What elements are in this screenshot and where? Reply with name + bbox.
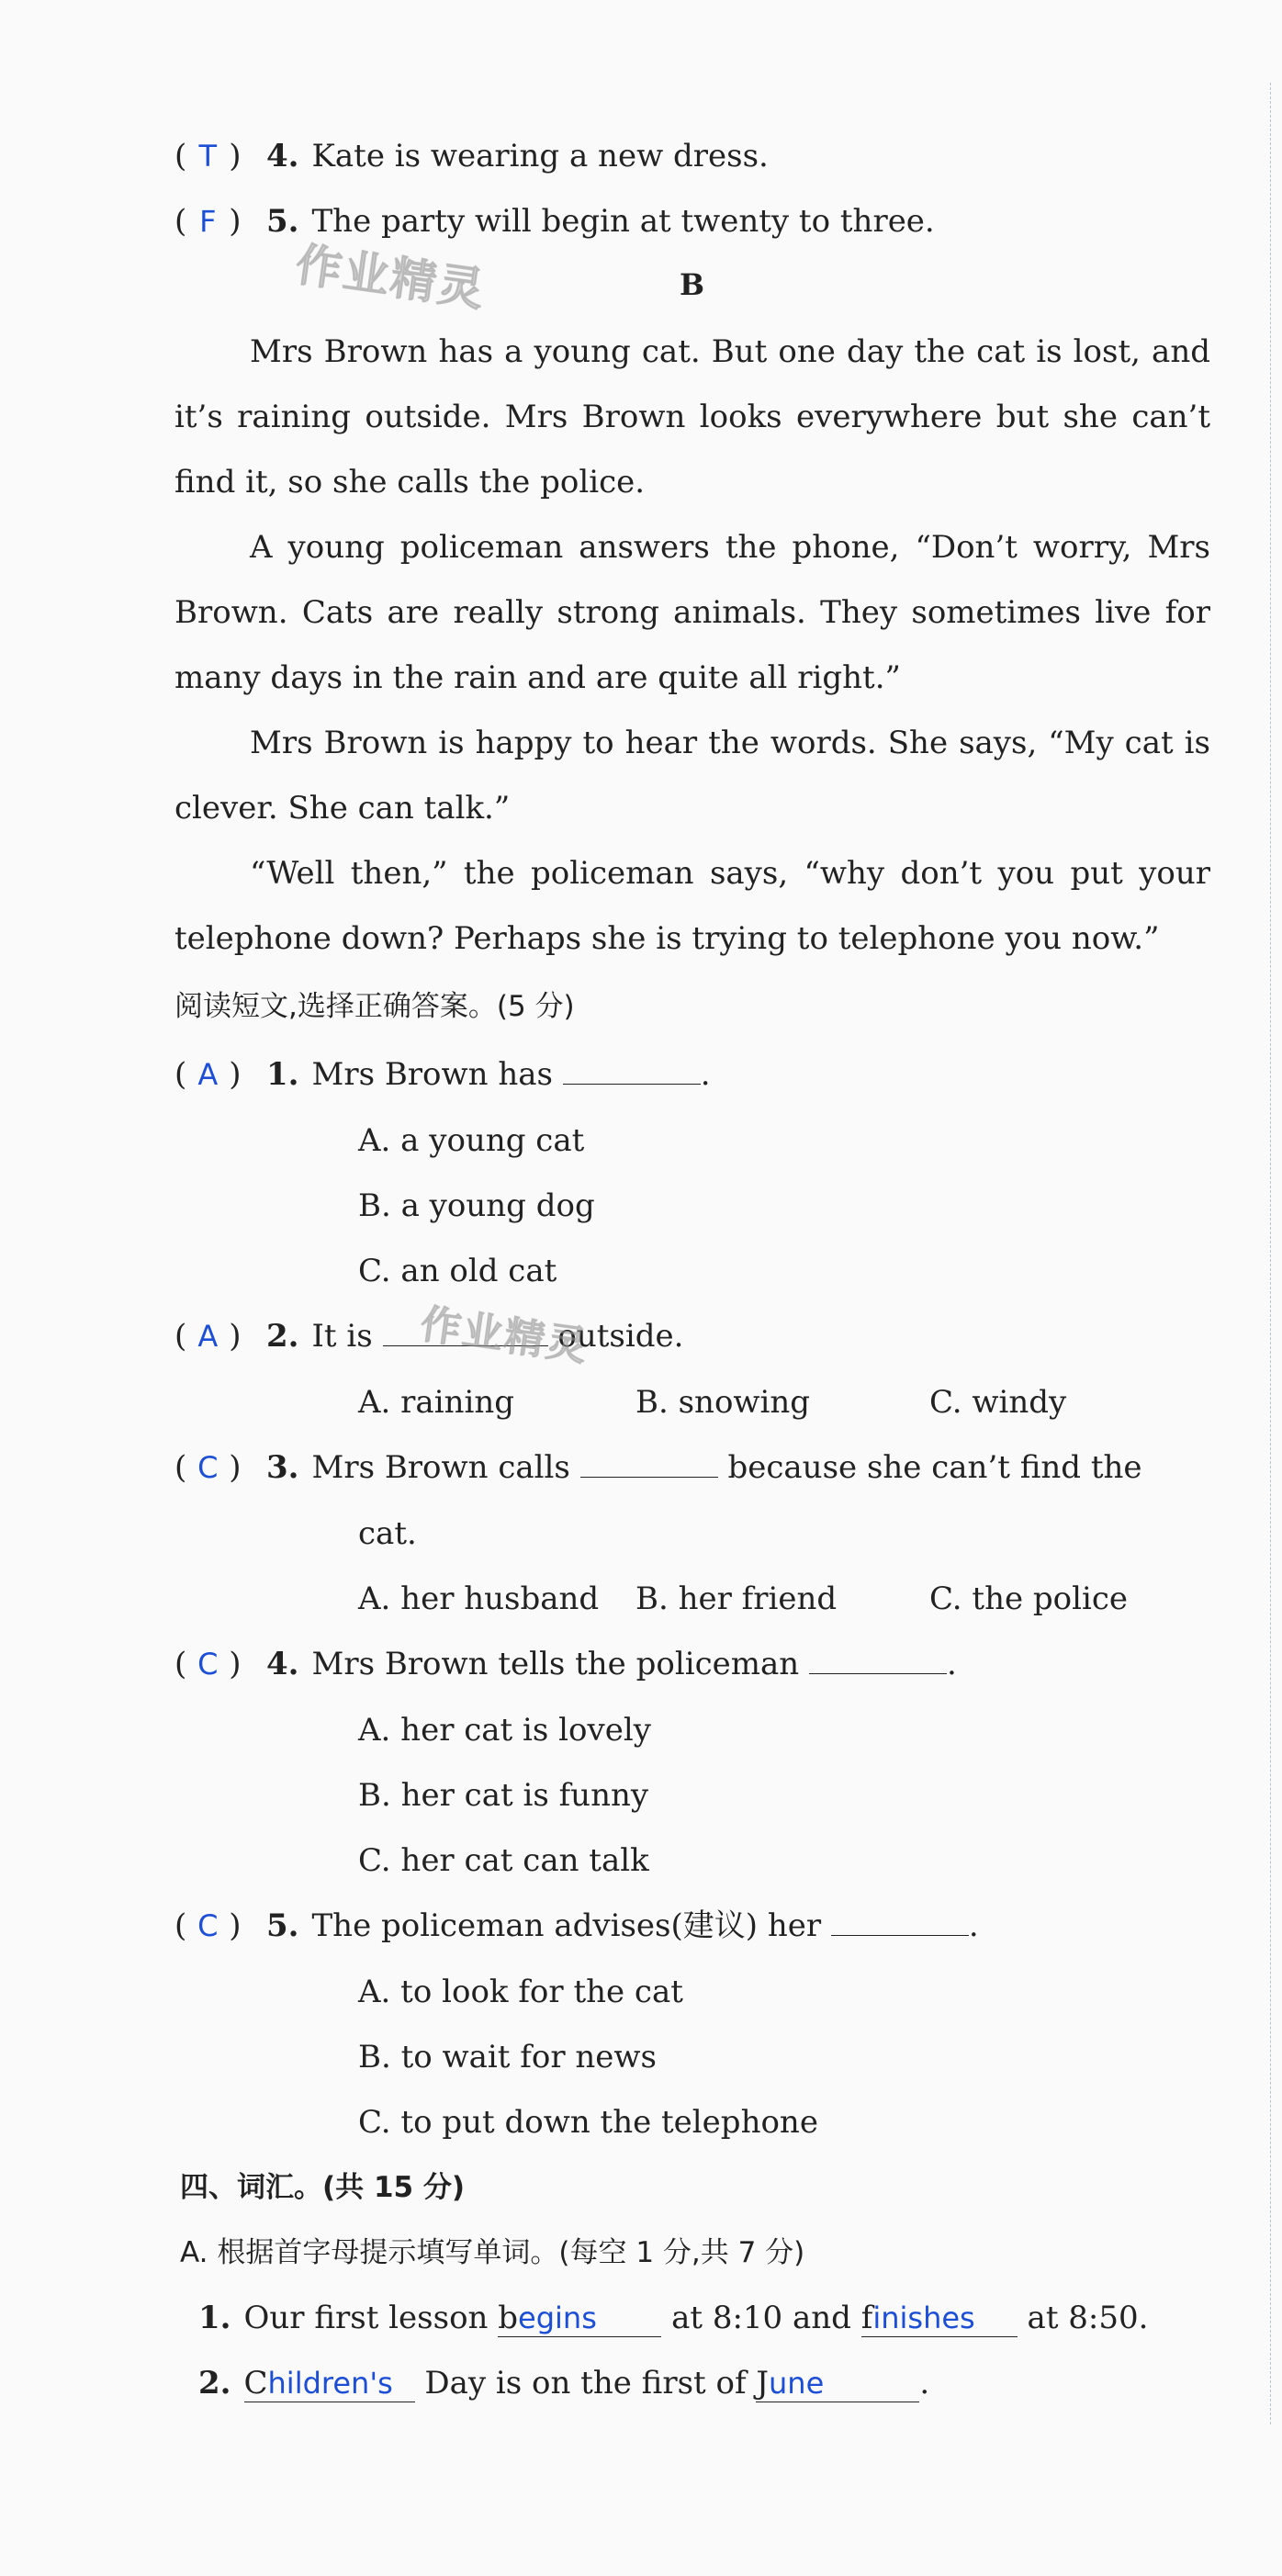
reading-question-3: ( C ) 3. Mrs Brown calls because she can’t find the bbox=[174, 1449, 1142, 1486]
fill-blank-finishes: finishes bbox=[861, 2300, 1018, 2337]
handwritten-answer: une bbox=[769, 2366, 825, 2401]
answer-mark: C bbox=[197, 1647, 219, 1682]
question-number: 5. bbox=[266, 203, 299, 240]
option-a: A. to look for the cat bbox=[358, 1974, 683, 2010]
reading-question-2: ( A ) 2. It is outside. bbox=[174, 1318, 684, 1355]
question-text: The party will begin at twenty to three. bbox=[311, 203, 935, 240]
handwritten-answer: hildren's bbox=[267, 2366, 393, 2401]
question-number: 4. bbox=[266, 138, 299, 174]
option-b: B. to wait for news bbox=[358, 2039, 657, 2075]
section-four-title: 四、词汇。(共 15 分) bbox=[180, 2171, 466, 2204]
answer-blank bbox=[580, 1449, 718, 1478]
answer-mark: T bbox=[198, 139, 218, 174]
answer-mark: A bbox=[197, 1319, 219, 1354]
true-false-question-4: ( T ) 4. Kate is wearing a new dress. bbox=[174, 138, 769, 174]
option-c: C. windy bbox=[929, 1384, 1067, 1421]
answer-blank bbox=[809, 1646, 947, 1674]
question-text: Kate is wearing a new dress. bbox=[311, 138, 769, 174]
passage-paragraph-2: A young policeman answers the phone, “Don’t worry, Mrs Brown. Cats are really strong animals. They sometimes live for many days in the rain and are quite all right.” bbox=[174, 529, 1210, 696]
question-number: 3. bbox=[266, 1449, 299, 1486]
true-false-question-5: ( F ) 5. The party will begin at twenty to three. bbox=[174, 203, 935, 240]
answer-blank bbox=[831, 1907, 969, 1936]
question-stem: Mrs Brown has bbox=[311, 1056, 553, 1093]
question-number: 1. bbox=[266, 1056, 299, 1093]
watermark-logo: 作业精灵 bbox=[417, 1300, 592, 1371]
option-b: B. her friend bbox=[635, 1580, 838, 1617]
reading-question-5: ( C ) 5. The policeman advises(建议) her . bbox=[174, 1907, 979, 1944]
option-b: B. her cat is funny bbox=[358, 1777, 649, 1814]
question-stem: The policeman advises(建议) her bbox=[311, 1907, 822, 1944]
passage-paragraph-4: “Well then,” the policeman says, “why don’t you put your telephone down? Perhaps she is trying to telephone you now.” bbox=[174, 855, 1210, 957]
option-b: B. snowing bbox=[635, 1384, 811, 1421]
passage-paragraph-1: Mrs Brown has a young cat. But one day the cat is lost, and it’s raining outside. Mrs Brown looks everywhere but she can’t find it, so she calls the police. bbox=[174, 333, 1210, 501]
answer-blank bbox=[563, 1056, 701, 1085]
option-c: C. an old cat bbox=[358, 1253, 557, 1289]
option-c: C. her cat can talk bbox=[358, 1842, 649, 1879]
question-number: 2. bbox=[198, 2365, 231, 2402]
reading-instruction: 阅读短文,选择正确答案。(5 分) bbox=[174, 990, 575, 1023]
fill-blank-june: June bbox=[756, 2365, 919, 2402]
question-stem: Mrs Brown tells the policeman bbox=[311, 1646, 800, 1682]
question-number: 4. bbox=[266, 1646, 299, 1682]
fill-blank-childrens: Children's bbox=[244, 2365, 415, 2402]
passage-paragraph-3: Mrs Brown is happy to hear the words. She says, “My cat is clever. She can talk.” bbox=[174, 725, 1210, 827]
reading-question-1: ( A ) 1. Mrs Brown has . bbox=[174, 1056, 711, 1093]
vocab-question-1: 1. Our first lesson begins at 8:10 and finishes at 8:50. bbox=[198, 2300, 1149, 2336]
watermark-logo: 作业精灵 bbox=[292, 237, 489, 318]
answer-mark: C bbox=[197, 1450, 219, 1485]
option-c: C. the police bbox=[929, 1580, 1129, 1617]
vocab-question-2: 2. Children's Day is on the first of June . bbox=[198, 2365, 930, 2402]
question-number: 5. bbox=[266, 1907, 299, 1944]
option-a: A. her cat is lovely bbox=[358, 1712, 651, 1749]
handwritten-answer: egins bbox=[518, 2300, 597, 2335]
answer-mark: F bbox=[199, 204, 217, 239]
question-continuation: cat. bbox=[358, 1515, 417, 1552]
option-b: B. a young dog bbox=[358, 1187, 595, 1224]
handwritten-answer: inishes bbox=[872, 2300, 975, 2335]
vocab-instruction: A. 根据首字母提示填写单词。(每空 1 分,共 7 分) bbox=[180, 2236, 805, 2269]
section-b-title: B bbox=[680, 267, 705, 302]
answer-mark: A bbox=[197, 1057, 219, 1092]
question-number: 1. bbox=[198, 2300, 231, 2336]
answer-mark: C bbox=[197, 1908, 219, 1943]
option-a: A. a young cat bbox=[358, 1122, 585, 1159]
option-a: A. raining bbox=[358, 1384, 514, 1421]
option-a: A. her husband bbox=[358, 1580, 600, 1617]
reading-question-4: ( C ) 4. Mrs Brown tells the policeman . bbox=[174, 1646, 957, 1682]
question-number: 2. bbox=[266, 1318, 299, 1355]
fill-blank-begins: begins bbox=[498, 2300, 661, 2337]
option-c: C. to put down the telephone bbox=[358, 2104, 818, 2141]
reading-passage bbox=[174, 320, 1210, 972]
margin-dashed-line bbox=[1270, 83, 1271, 2424]
